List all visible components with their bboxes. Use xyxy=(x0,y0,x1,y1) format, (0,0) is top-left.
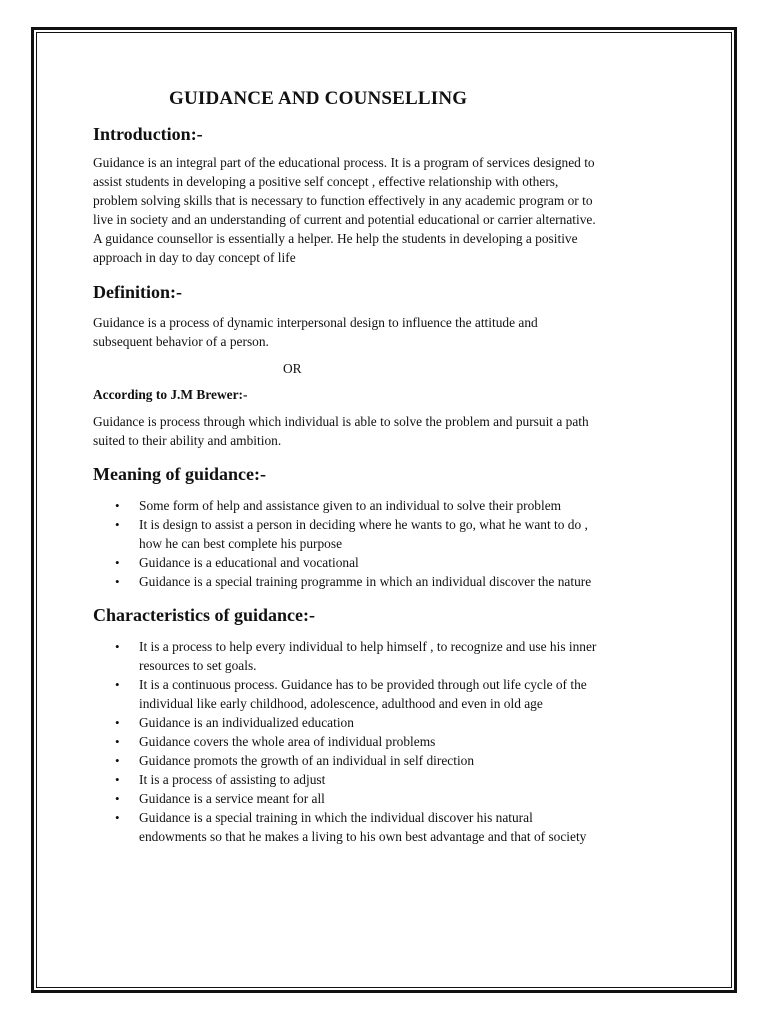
characteristics-list-item xyxy=(93,789,683,808)
characteristics-list-item-line: endowments so that he makes a living to his own best advantage and that of society xyxy=(139,829,587,844)
bullet-icon: • xyxy=(115,715,120,730)
characteristics-list-item xyxy=(93,808,683,846)
definition-line: subsequent behavior of a person. xyxy=(93,334,269,349)
meaning-list-item xyxy=(93,496,683,515)
characteristics-list-item-line: It is a continuous process. Guidance has to be provided through out life cycle of the xyxy=(139,677,587,692)
definition-paragraph xyxy=(93,313,683,351)
bullet-icon: • xyxy=(115,677,120,692)
characteristics-list-item xyxy=(93,732,683,751)
bullet-icon: • xyxy=(115,517,120,532)
characteristics-list-item-line: Guidance is an individualized education xyxy=(139,715,354,730)
characteristics-list-item xyxy=(93,713,683,732)
bullet-icon: • xyxy=(115,734,120,749)
meaning-list-item-line: It is design to assist a person in deciding where he wants to go, what he want to do , xyxy=(139,517,588,532)
definition-line: Guidance is a process of dynamic interpersonal design to influence the attitude and xyxy=(93,315,538,330)
bullet-icon: • xyxy=(115,555,120,570)
bullet-icon: • xyxy=(115,791,120,806)
definition-heading: Definition:- xyxy=(93,282,182,302)
meaning-list xyxy=(93,496,683,591)
document-title: GUIDANCE AND COUNSELLING xyxy=(169,88,468,109)
characteristics-list-item xyxy=(93,751,683,770)
meaning-list-item xyxy=(93,515,683,553)
introduction-line: problem solving skills that is necessary to function effectively in any academic program or to xyxy=(93,193,593,208)
characteristics-list-item-line: Guidance covers the whole area of individual problems xyxy=(139,734,436,749)
introduction-line: Guidance is an integral part of the educational process. It is a program of services designed to xyxy=(93,155,595,170)
characteristics-list-item-line: individual like early childhood, adolescence, adulthood and even in old age xyxy=(139,696,543,711)
characteristics-list-item-line: It is a process of assisting to adjust xyxy=(139,772,326,787)
introduction-paragraph xyxy=(93,153,683,267)
meaning-list-item xyxy=(93,553,683,572)
bullet-icon: • xyxy=(115,498,120,513)
characteristics-list-item xyxy=(93,637,683,675)
introduction-line: live in society and an understanding of current and potential educational or carrier alternative. xyxy=(93,212,596,227)
characteristics-list xyxy=(93,637,683,846)
meaning-list-item xyxy=(93,572,683,591)
meaning-list-item-line: Guidance is a educational and vocational xyxy=(139,555,359,570)
or-separator: OR xyxy=(283,361,302,376)
brewer-heading: According to J.M Brewer:- xyxy=(93,387,248,402)
document-body xyxy=(93,86,683,846)
characteristics-list-item-line: It is a process to help every individual to help himself , to recognize and use his inner xyxy=(139,639,597,654)
introduction-line: A guidance counsellor is essentially a helper. He help the students in developing a positive xyxy=(93,231,578,246)
meaning-heading: Meaning of guidance:- xyxy=(93,464,266,484)
characteristics-list-item-line: Guidance is a service meant for all xyxy=(139,791,325,806)
meaning-list-item-line: how he can best complete his purpose xyxy=(139,536,343,551)
bullet-icon: • xyxy=(115,639,120,654)
introduction-heading: Introduction:- xyxy=(93,124,203,144)
characteristics-list-item xyxy=(93,770,683,789)
bullet-icon: • xyxy=(115,753,120,768)
meaning-list-item-line: Some form of help and assistance given to an individual to solve their problem xyxy=(139,498,562,513)
characteristics-list-item xyxy=(93,675,683,713)
meaning-list-item-line: Guidance is a special training programme in which an individual discover the nature xyxy=(139,574,592,589)
introduction-line: assist students in developing a positive self concept , effective relationship with others, xyxy=(93,174,559,189)
characteristics-list-item-line: Guidance is a special training in which the individual discover his natural xyxy=(139,810,533,825)
characteristics-list-item-line: Guidance promots the growth of an individual in self direction xyxy=(139,753,475,768)
characteristics-list-item-line: resources to set goals. xyxy=(139,658,257,673)
introduction-line: approach in day to day concept of life xyxy=(93,250,296,265)
characteristics-heading: Characteristics of guidance:- xyxy=(93,605,315,625)
bullet-icon: • xyxy=(115,772,120,787)
brewer-line: suited to their ability and ambition. xyxy=(93,433,282,448)
brewer-line: Guidance is process through which individual is able to solve the problem and pursuit a path xyxy=(93,414,589,429)
bullet-icon: • xyxy=(115,810,120,825)
brewer-paragraph xyxy=(93,412,683,450)
bullet-icon: • xyxy=(115,574,120,589)
